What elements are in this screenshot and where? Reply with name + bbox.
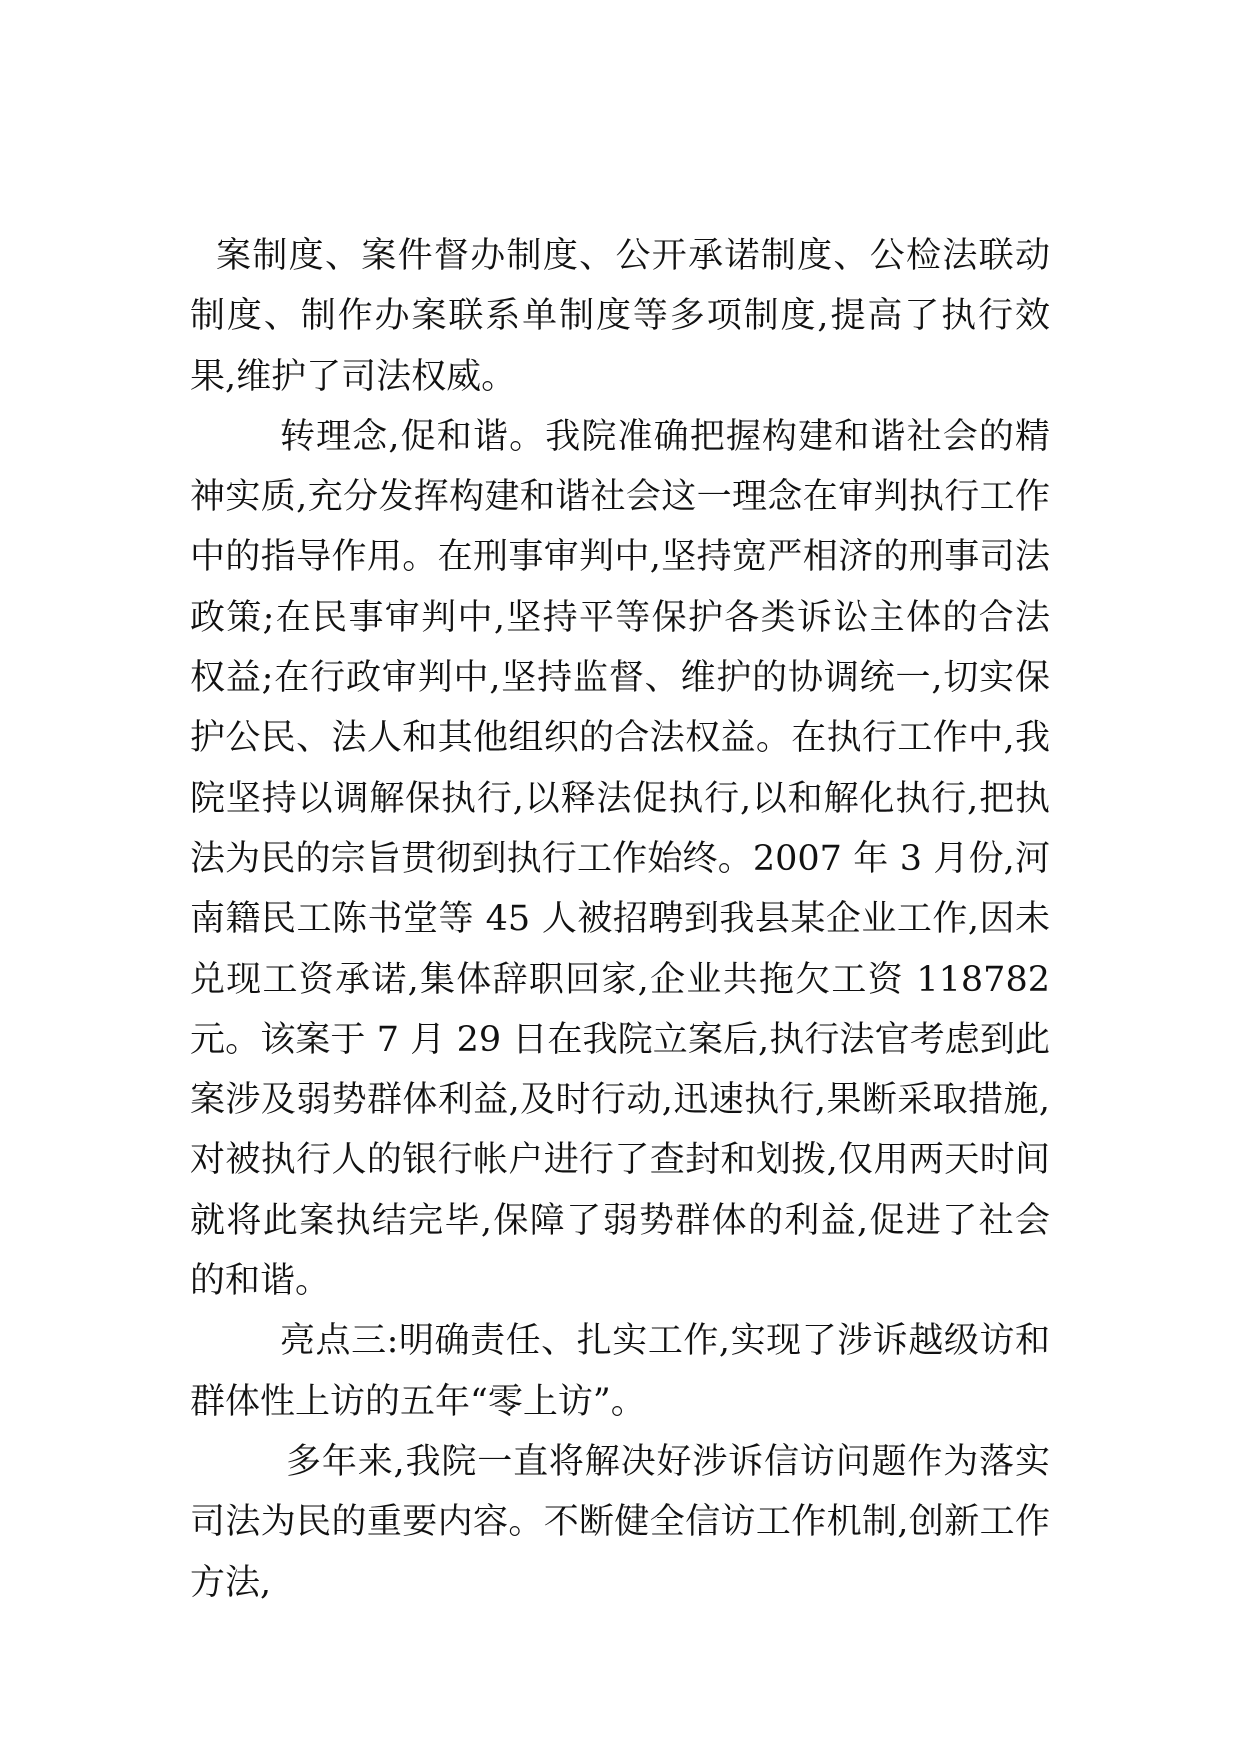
paragraph-2: 转理念,促和谐。我院准确把握构建和谐社会的精神实质,充分发挥构建和谐社会这一理念在审判执行工作中的指导作用。在刑事审判中,坚持宽严相济的刑事司法政策;在民事审判中,坚持平等保护各类诉讼主体的合法权益;在行政审判中,坚持监督、维护的协调统一,切实保护公民、法人和其他组织的合法权益。在执行工作中,我院坚持以调解保执行,以释法促执行,以和解化执行,把执法为民的宗旨贯彻到执行工作始终。2007 年 3 月份,河南籍民工陈书堂等 45 人被招聘到我县某企业工作,因未兑现工资承诺,集体辞职回家,企业共拖欠工资 118782 元。该案于 7 月 29 日在我院立案后,执行法官考虑到此案涉及弱势群体利益,及时行动,迅速执行,果断采取措施,对被执行人的银行帐户进行了查封和划拨,仅用两天时间就将此案执结完毕,保障了弱势群体的利益,促进了社会的和谐。 xyxy=(190,416,1050,1302)
body-text xyxy=(190,226,1050,1613)
paragraph-1: 案制度、案件督办制度、公开承诺制度、公检法联动制度、制作办案联系单制度等多项制度,提高了执行效果,维护了司法权威。 xyxy=(190,236,1050,397)
paragraph-4: 多年来,我院一直将解决好涉诉信访问题作为落实司法为民的重要内容。不断健全信访工作机制,创新工作方法, xyxy=(190,1441,1050,1603)
paragraph-3: 亮点三:明确责任、扎实工作,实现了涉诉越级访和群体性上访的五年“零上访”。 xyxy=(190,1321,1050,1422)
